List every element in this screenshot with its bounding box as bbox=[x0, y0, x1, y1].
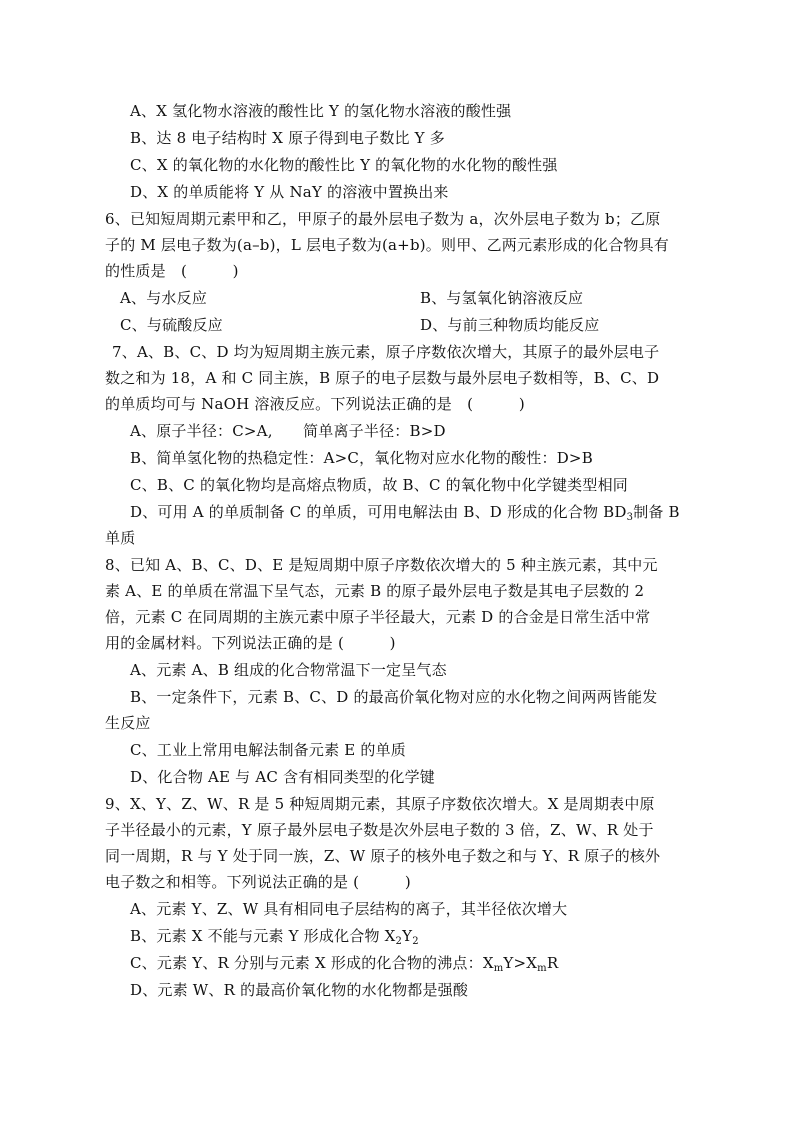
q5-option-a: A、X 氢化物水溶液的酸性比 Y 的氢化物水溶液的酸性强 bbox=[130, 102, 512, 120]
q7-option-d bbox=[130, 499, 720, 525]
q6-stem-line-3: 的性质是 ( ) bbox=[105, 262, 239, 280]
q8-option-c: C、工业上常用电解法制备元素 E 的单质 bbox=[130, 741, 406, 759]
q7-option-a: A、原子半径：C>A, 简单离子半径：B>D bbox=[130, 422, 446, 440]
q6-stem-line-2: 子的 M 层电子数为(a–b)，L 层电子数为(a+b)。则甲、乙两元素形成的化合物具有 bbox=[105, 236, 669, 254]
q6-option-a: A、与水反应 bbox=[120, 289, 208, 307]
q7-option-d-continued: 单质 bbox=[105, 529, 136, 547]
q7-option-d-text-end: 制备 B bbox=[633, 503, 680, 521]
q7-stem-line-3: 的单质均可与 NaOH 溶液反应。下列说法正确的是 ( ) bbox=[105, 395, 525, 413]
q9-stem-line-3: 同一周期，R 与 Y 处于同一族，Z、W 原子的核外电子数之和与 Y、R 原子的核外 bbox=[105, 847, 661, 865]
q7-option-d-subscript: 3 bbox=[626, 512, 634, 523]
q9-stem-line-1: 9、X、Y、Z、W、R 是 5 种短周期元素，其原子序数依次增大。X 是周期表中原 bbox=[105, 795, 655, 813]
q6-option-c: C、与硫酸反应 bbox=[120, 316, 223, 334]
q9-option-c-text-mid: Y>X bbox=[503, 954, 538, 972]
q7-option-b: B、简单氢化物的热稳定性：A>C，氧化物对应水化物的酸性：D>B bbox=[130, 449, 593, 467]
q9-option-b-text: B、元素 X 不能与元素 Y 形成化合物 X bbox=[130, 927, 396, 945]
q8-stem-line-2: 素 A、E 的单质在常温下呈气态，元素 B 的原子最外层电子数是其电子层数的 2 bbox=[105, 582, 645, 600]
q9-option-b-text-mid: Y bbox=[402, 927, 413, 945]
q5-option-d: D、X 的单质能将 Y 从 NaY 的溶液中置换出来 bbox=[130, 183, 449, 201]
q9-option-b bbox=[130, 923, 720, 949]
q5-option-c: C、X 的氧化物的水化物的酸性比 Y 的氧化物的水化物的酸性强 bbox=[130, 156, 558, 174]
q9-option-b-subscript-2: 2 bbox=[412, 936, 419, 947]
q7-stem-line-2: 数之和为 18，A 和 C 同主族，B 原子的电子层数与最外层电子数相等，B、C、D bbox=[105, 369, 660, 387]
q7-stem-line-1: 7、A、B、C、D 均为短周期主族元素，原子序数依次增大，其原子的最外层电子 bbox=[112, 343, 660, 361]
q9-stem-line-4: 电子数之和相等。下列说法正确的是 ( ) bbox=[105, 873, 411, 891]
q9-option-c-text: C、元素 Y、R 分别与元素 X 形成的化合物的沸点：X bbox=[130, 954, 494, 972]
q9-option-c bbox=[130, 950, 720, 976]
q5-option-b: B、达 8 电子结构时 X 原子得到电子数比 Y 多 bbox=[130, 129, 445, 147]
q7-option-d-text: D、可用 A 的单质制备 C 的单质，可用电解法由 B、D 形成的化合物 BD bbox=[130, 503, 627, 521]
q8-option-a: A、元素 A、B 组成的化合物常温下一定呈气态 bbox=[130, 661, 447, 679]
q8-option-d: D、化合物 AE 与 AC 含有相同类型的化学键 bbox=[130, 768, 435, 786]
q6-stem-line-1: 6、已知短周期元素甲和乙，甲原子的最外层电子数为 a，次外层电子数为 b；乙原 bbox=[105, 210, 661, 228]
q9-option-c-subscript-2: m bbox=[537, 963, 547, 974]
q9-option-a: A、元素 Y、Z、W 具有相同电子层结构的离子，其半径依次增大 bbox=[130, 900, 568, 918]
q9-option-c-text-end: R bbox=[546, 954, 559, 972]
q6-option-d: D、与前三种物质均能反应 bbox=[420, 316, 600, 334]
q9-option-c-subscript-1: m bbox=[493, 963, 504, 974]
q8-stem-line-3: 倍，元素 C 在同周期的主族元素中原子半径最大，元素 D 的合金是日常生活中常 bbox=[105, 608, 651, 626]
q9-option-b-subscript-1: 2 bbox=[395, 936, 403, 947]
q9-stem-line-2: 子半径最小的元素，Y 原子最外层电子数是次外层电子数的 3 倍，Z、W、R 处于 bbox=[105, 821, 654, 839]
q9-option-d: D、元素 W、R 的最高价氧化物的水化物都是强酸 bbox=[130, 981, 469, 999]
q6-option-b: B、与氢氧化钠溶液反应 bbox=[420, 289, 584, 307]
q8-option-b: B、一定条件下，元素 B、C、D 的最高价氧化物对应的水化物之间两两皆能发 bbox=[130, 688, 658, 706]
q7-option-c: C、B、C 的氧化物均是高熔点物质，故 B、C 的氧化物中化学键类型相同 bbox=[130, 476, 628, 494]
q8-stem-line-4: 用的金属材料。下列说法正确的是 ( ) bbox=[105, 634, 396, 652]
q8-option-b-continued: 生反应 bbox=[105, 714, 151, 732]
q8-stem-line-1: 8、已知 A、B、C、D、E 是短周期中原子序数依次增大的 5 种主族元素，其中元 bbox=[105, 556, 658, 574]
